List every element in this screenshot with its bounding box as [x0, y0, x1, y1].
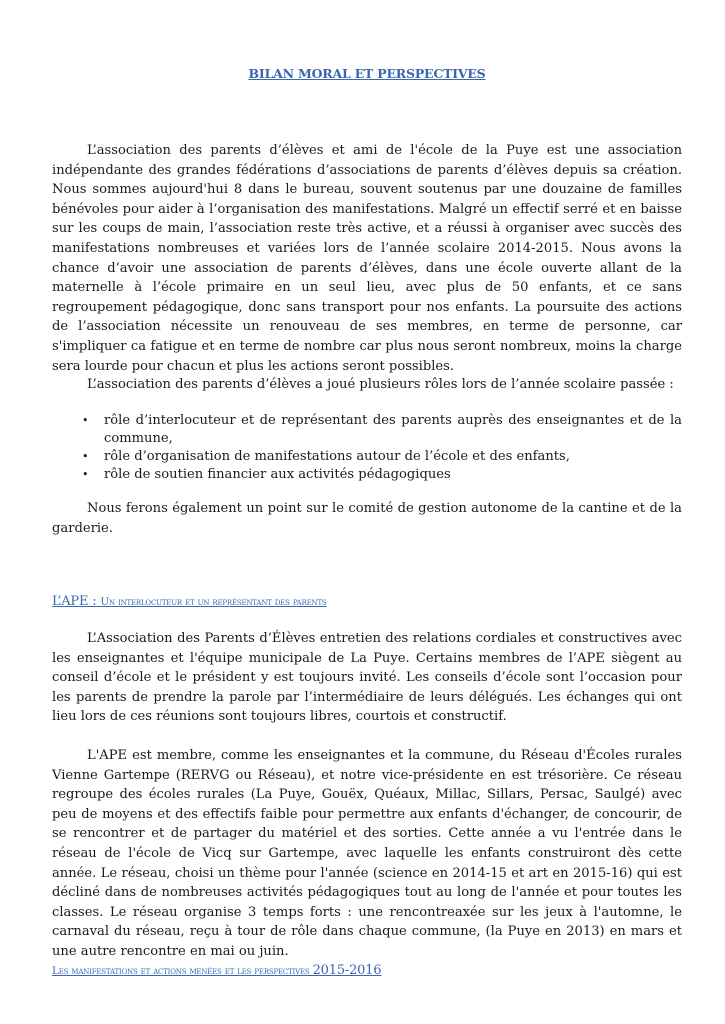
list-item-text: rôle d’interlocuteur et de représentant des parents auprès des enseignantes et de la commune, [104, 413, 682, 446]
document-title: BILAN MORAL ET PERSPECTIVES [248, 66, 486, 81]
section1-paragraph2: L'APE est membre, comme les enseignantes et la commune, du Réseau d'Écoles rurales Vienne Gartempe (RERVG ou Réseau), et notre vice-présidente en est trésorière. Ce réseau regroupe des écoles rurales (La Puye, Gouëx, Quéaux, Millac, Sillars, Persac, Saulgé) avec peu de moyens et des effectifs faible pour permettre aux enfants d'échanger, de concourir, de se rencontrer et de partager du matériel et des sorties. Cette année a vu l'entrée dans le réseau de l'école de Vicq sur Gartempe, avec laquelle les enfants construiront dès cette année. Le réseau, choisi un thème pour l'année (science en 2014-15 et art en 2015-16) qui est décliné dans de nombreuses activités pédagogiques tout au long de l'année et pour toutes les classes. Le réseau organise 3 temps forts : une rencontreaxée sur les jeux à l'automne, le carnaval du réseau, reçu à tour de rôle dans chaque commune, (la Puye en 2013) en mars et une autre rencontre en mai ou juin. [52, 748, 682, 959]
section-heading-prefix: L’APE : [52, 594, 101, 609]
section-heading-text: Un interlocuteur et un représentant des parents [100, 596, 327, 608]
section-heading-ape [52, 594, 682, 609]
section1-paragraph1-block [52, 629, 682, 727]
bullet-icon: • [82, 450, 89, 463]
list-item [52, 448, 682, 466]
section1-paragraph1: L’Association des Parents d’Élèves entretien des relations cordiales et constructives avec les enseignantes et l'équipe municipale de La Puye. Certains membres de l’APE siègent au conseil d’école et le président y est toujours invité. Les conseils d’école sont l’occasion pour les parents de prendre la parole par l’intermédiaire de leurs délégués. Les échanges qui ont lieu lors de ces réunions sont toujours libres, courtois et constructif. [52, 631, 682, 725]
bullet-icon: • [82, 468, 89, 481]
committee-paragraph-block [52, 499, 682, 538]
section-heading-text: Les manifestations et actions menées et les perspectives [52, 965, 313, 977]
intro-paragraph: L’association des parents d’élèves et ami de l'école de la Puye est une association indépendante des grandes fédérations d’associations de parents d’élèves depuis sa création. Nous sommes aujourd'hui 8 dans le bureau, souvent soutenus par une douzaine de familles bénévoles pour aider à l’organisation des manifestations. Malgré un effectif serré et en baisse sur les coups de main, l’association reste très active, et a réussi à organiser avec succès des manifestations nombreuses et variées lors de l’année scolaire 2014-2015. Nous avons la chance d’avoir une association de parents d’élèves, dans une école ouverte allant de la maternelle à l’école primaire en un seul lieu, avec plus de 50 enfants, et ce sans regroupement pédagogique, donc sans transport pour nos enfants. La poursuite des actions de l’association nécessite un renouveau de ses membres, en terme de personne, car s'impliquer ca fatigue et en terme de nombre car plus nous seront nombreux, moins la charge sera lourde pour chacun et plus les actions seront possibles. [52, 143, 682, 374]
roles-intro-block [52, 375, 682, 395]
section-heading-year: 2015-2016 [312, 963, 382, 978]
list-item [52, 466, 682, 484]
bullet-icon: • [82, 414, 89, 427]
section-heading-manifestations [52, 963, 682, 978]
committee-paragraph: Nous ferons également un point sur le comité de gestion autonome de la cantine et de la garderie. [52, 501, 682, 536]
list-item-text: rôle de soutien financier aux activités pédagogiques [104, 467, 451, 482]
list-item-text: rôle d’organisation de manifestations autour de l’école et des enfants, [104, 449, 570, 464]
roles-list [52, 412, 682, 484]
section1-paragraph2-block [52, 746, 682, 962]
roles-intro: L’association des parents d’élèves a joué plusieurs rôles lors de l’année scolaire passée : [87, 377, 674, 392]
list-item [52, 412, 682, 448]
intro-paragraph-block [52, 141, 682, 376]
